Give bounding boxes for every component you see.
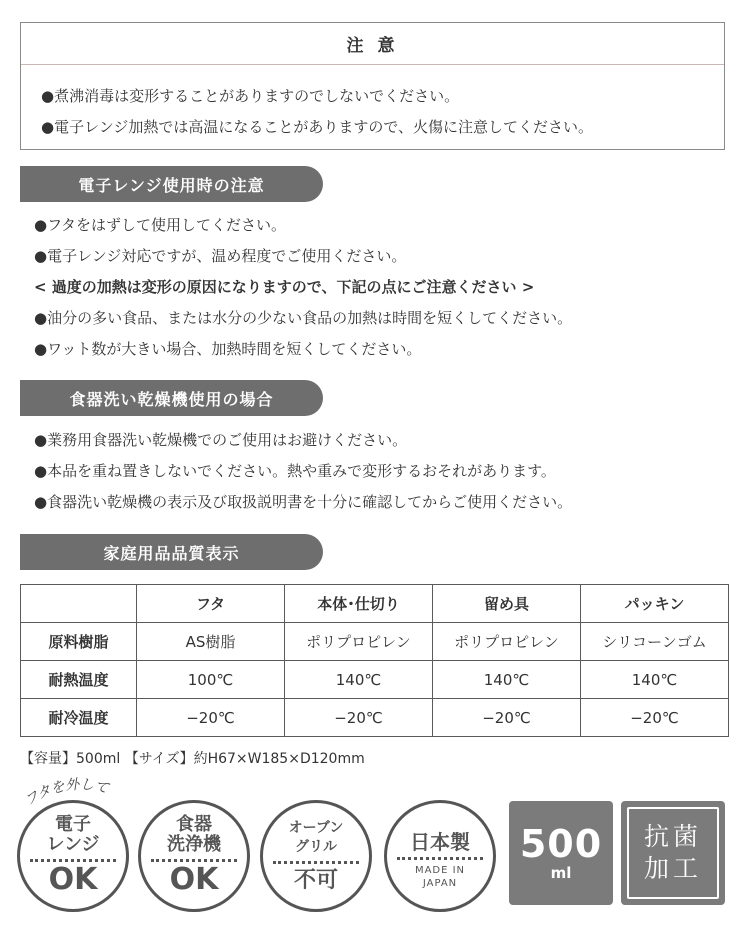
grill-badge-top: オーブン グリル <box>288 820 344 855</box>
notice-item: ●煮沸消毒は変形することがありますのでしないでください。 <box>41 87 460 105</box>
microwave-line: ●フタをはずして使用してください。 <box>34 216 287 234</box>
dishwasher-line: ●業務用食器洗い乾燥機でのご使用はお避けください。 <box>34 431 408 449</box>
table-cell: ポリプロピレン <box>285 623 433 661</box>
dishwasher-lines <box>34 425 572 518</box>
table-row <box>21 661 729 699</box>
table-cell: 140℃ <box>581 661 729 699</box>
dishwasher-ok-badge <box>138 800 250 912</box>
table-cell: 100℃ <box>137 661 285 699</box>
microwave-warning: < 過度の加熱は変形の原因になりますので、下記の点にご注意ください > <box>34 278 535 296</box>
dishwasher-line: ●本品を重ね置きしないでください。熱や重みで変形するおそれがあります。 <box>34 462 556 480</box>
table-cell: 140℃ <box>285 661 433 699</box>
table-header-cell: パッキン <box>581 585 729 623</box>
notice-body <box>21 65 724 143</box>
quality-heading: 家庭用品品質表示 <box>20 534 323 570</box>
antibacterial-badge <box>621 801 725 905</box>
capacity-unit: ml <box>550 864 572 882</box>
antibacterial-label: 抗菌 加工 <box>627 807 719 899</box>
table-cell: ポリプロピレン <box>433 623 581 661</box>
table-cell: −20℃ <box>581 699 729 737</box>
table-header-cell <box>21 585 137 623</box>
dishwasher-badge-bottom: OK <box>169 862 219 897</box>
dishwasher-line: ●食器洗い乾燥機の表示及び取扱説明書を十分に確認してからご使用ください。 <box>34 493 573 511</box>
table-row-label: 耐熱温度 <box>21 661 137 699</box>
dishwasher-heading: 食器洗い乾燥機使用の場合 <box>20 380 323 416</box>
microwave-lines <box>34 210 572 365</box>
table-cell: −20℃ <box>285 699 433 737</box>
notice-item: ●電子レンジ加熱では高温になることがありますので、火傷に注意してください。 <box>41 118 594 136</box>
microwave-line: ●電子レンジ対応ですが、温め程度でご使用ください。 <box>34 247 407 265</box>
table-header-cell: 本体･仕切り <box>285 585 433 623</box>
microwave-heading: 電子レンジ使用時の注意 <box>20 166 323 202</box>
quality-table <box>20 584 729 737</box>
microwave-badge-bottom: OK <box>48 862 98 897</box>
table-cell: −20℃ <box>433 699 581 737</box>
japan-badge-bottom: MADE IN JAPAN <box>414 865 466 889</box>
table-header-row <box>21 585 729 623</box>
table-cell: AS樹脂 <box>137 623 285 661</box>
grill-badge-bottom: 不可 <box>293 868 338 893</box>
table-header-cell: フタ <box>137 585 285 623</box>
capacity-value: 500 <box>519 822 603 866</box>
microwave-ok-badge <box>17 800 129 912</box>
lid-caption-text: フタを外して <box>22 776 111 810</box>
table-cell: シリコーンゴム <box>581 623 729 661</box>
made-in-japan-badge <box>384 800 496 912</box>
japan-badge-top: 日本製 <box>410 830 470 854</box>
dishwasher-badge-top: 食器 洗浄機 <box>167 814 221 855</box>
table-row <box>21 623 729 661</box>
table-row-label: 原料樹脂 <box>21 623 137 661</box>
table-cell: 140℃ <box>433 661 581 699</box>
table-row-label: 耐冷温度 <box>21 699 137 737</box>
table-cell: −20℃ <box>137 699 285 737</box>
microwave-badge-top: 電子 レンジ <box>46 814 100 855</box>
table-header-cell: 留め具 <box>433 585 581 623</box>
microwave-line: ●ワット数が大きい場合、加熱時間を短くしてください。 <box>34 340 422 358</box>
notice-box <box>20 22 725 150</box>
table-row <box>21 699 729 737</box>
product-specs: 【容量】500ml 【サイズ】約H67×W185×D120mm <box>20 751 365 767</box>
oven-grill-badge <box>260 800 372 912</box>
notice-title: 注 意 <box>21 23 724 65</box>
capacity-badge <box>509 801 613 905</box>
microwave-line: ●油分の多い食品、または水分の少ない食品の加熱は時間を短くしてください。 <box>34 309 573 327</box>
